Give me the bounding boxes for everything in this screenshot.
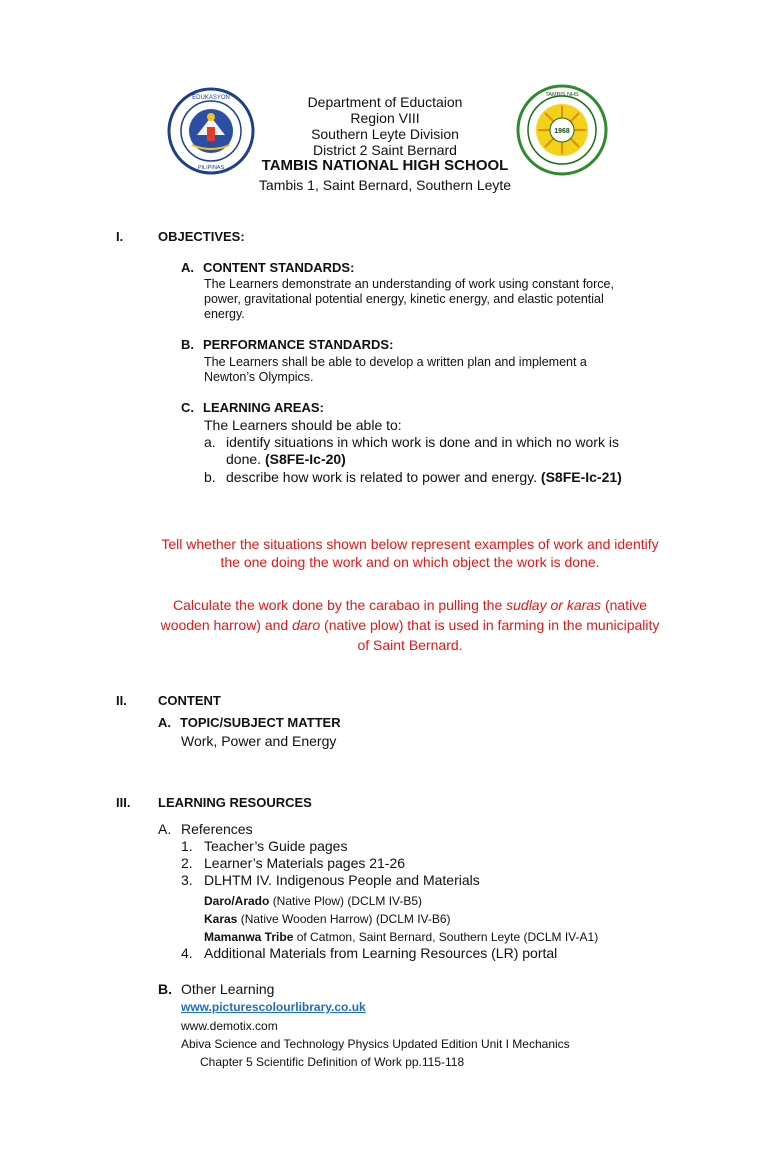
reference-3-text: DLHTM IV. Indigenous People and Materials (204, 872, 480, 888)
instruction-1-line-2: the one doing the work and on which object the work is done. (220, 554, 600, 570)
letter-b: B. (181, 337, 194, 352)
section-1-number: I. (116, 229, 124, 244)
header-address: Tambis 1, Saint Bernard, Southern Leyte (258, 177, 512, 193)
objective-b-code: (S8FE-Ic-21) (540, 469, 622, 485)
reference-3a-text: (Native Plow) (DCLM IV-B5) (272, 894, 423, 908)
svg-text:PILIPINAS: PILIPINAS (197, 165, 225, 171)
book-reference-line-1: Abiva Science and Technology Physics Updated Edition Unit I Mechanics (181, 1037, 570, 1051)
topic-title: TOPIC/SUBJECT MATTER (180, 715, 341, 730)
section-2-number: II. (116, 693, 127, 708)
reference-4-text: Additional Materials from Learning Resources (LR) portal (204, 945, 558, 961)
reference-3c-bold: Mamanwa Tribe (204, 930, 294, 944)
reference-3a (204, 894, 422, 908)
instruction-1-line-1: Tell whether the situations shown below represent examples of work and identify (161, 536, 659, 552)
reference-3 (181, 872, 480, 889)
instruction-2-line-3: of Saint Bernard. (357, 637, 463, 653)
section-1-title: OBJECTIVES: (158, 229, 245, 244)
objective-a (204, 434, 684, 451)
topic-letter: A. (158, 715, 171, 730)
performance-standards-title: PERFORMANCE STANDARDS: (203, 337, 394, 352)
header-school-name: TAMBIS NATIONAL HIGH SCHOOL (261, 157, 509, 174)
reference-1-number: 1. (181, 838, 193, 854)
reference-4 (181, 945, 557, 962)
header-region: Region VIII (350, 110, 420, 126)
school-seal-logo (516, 84, 608, 176)
section-3-number: III. (116, 795, 131, 810)
content-standards-text-1: The Learners demonstrate an understanding of work using constant force, (204, 277, 614, 291)
instruction-2-text-b: (native (604, 597, 647, 613)
instruction-2-line-2 (120, 614, 700, 636)
reference-3b-text: (Native Wooden Harrow) (DCLM IV-B6) (240, 912, 451, 926)
other-learning-title: Other Learning (181, 981, 275, 997)
header-division: Southern Leyte Division (311, 126, 459, 142)
instruction-2-text-a: Calculate the work done by the carabao in pulling the (173, 597, 503, 613)
letter-a: A. (181, 260, 194, 275)
header-district: District 2 Saint Bernard (313, 142, 457, 158)
content-standards-heading (181, 260, 354, 275)
instruction-2-text-d: (native plow) that is used in farming in the municipality (324, 617, 660, 633)
reference-3-number: 3. (181, 872, 193, 888)
objective-b-text: describe how work is related to power and energy. (226, 469, 538, 485)
learning-areas-intro: The Learners should be able to: (204, 417, 402, 433)
objective-a-code: (S8FE-Ic-20) (264, 451, 346, 467)
link-demotix: www.demotix.com (181, 1019, 278, 1033)
reference-2 (181, 855, 405, 872)
reference-2-text: Learner’s Materials pages 21-26 (204, 855, 406, 871)
instruction-2-line-1 (120, 594, 700, 616)
topic-heading (158, 715, 341, 730)
instruction-2-italic-a: sudlay or karas (506, 597, 602, 613)
reference-3c (204, 930, 598, 944)
reference-3c-text: of Catmon, Saint Bernard, Southern Leyte (DCLM IV-A1) (296, 930, 599, 944)
reference-1-text: Teacher’s Guide pages (204, 838, 348, 854)
objective-b-letter: b. (204, 469, 216, 485)
reference-1 (181, 838, 347, 855)
objective-a-text: identify situations in which work is done and in which no work is (226, 434, 619, 450)
reference-3b-bold: Karas (204, 912, 238, 926)
performance-standards-text-2: Newton’s Olympics. (204, 370, 314, 384)
objective-a-text-2: done. (226, 451, 262, 467)
letter-c: C. (181, 400, 194, 415)
instruction-2-text-c: wooden harrow) and (160, 617, 289, 633)
content-standards-text-3: energy. (204, 307, 245, 321)
learning-areas-title: LEARNING AREAS: (203, 400, 324, 415)
link-picturescolourlibrary-text[interactable]: www.picturescolourlibrary.co.uk (181, 1000, 366, 1014)
instruction-2-italic-b: daro (292, 617, 321, 633)
content-standards-text-2: power, gravitational potential energy, kinetic energy, and elastic potential (204, 292, 604, 306)
references-heading (158, 821, 253, 838)
other-learning-heading (158, 981, 274, 998)
book-reference-line-2: Chapter 5 Scientific Definition of Work pp.115-118 (200, 1055, 465, 1069)
reference-3b (204, 912, 451, 926)
topic-text: Work, Power and Energy (181, 733, 337, 749)
performance-standards-text-1: The Learners shall be able to develop a written plan and implement a (204, 355, 587, 369)
reference-4-number: 4. (181, 945, 193, 961)
section-2-title: CONTENT (158, 693, 221, 708)
objective-a-cont (226, 451, 346, 468)
learning-areas-heading (181, 400, 324, 415)
objective-a-letter: a. (204, 434, 216, 450)
performance-standards-heading (181, 337, 393, 352)
other-learning-letter: B. (158, 981, 172, 997)
seal-year: 1968 (554, 128, 570, 135)
link-picturescolourlibrary[interactable] (181, 1000, 366, 1014)
references-title: References (181, 821, 253, 837)
content-standards-title: CONTENT STANDARDS: (203, 260, 355, 275)
section-3-title: LEARNING RESOURCES (158, 795, 312, 810)
reference-3a-bold: Daro/Arado (204, 894, 270, 908)
svg-text:TAMBIS NHS: TAMBIS NHS (545, 92, 579, 98)
references-letter: A. (158, 821, 172, 837)
header-dept: Department of Eductaion (307, 94, 463, 110)
svg-text:EDUKASYON: EDUKASYON (192, 95, 230, 101)
reference-2-number: 2. (181, 855, 193, 871)
objective-b (204, 469, 684, 486)
